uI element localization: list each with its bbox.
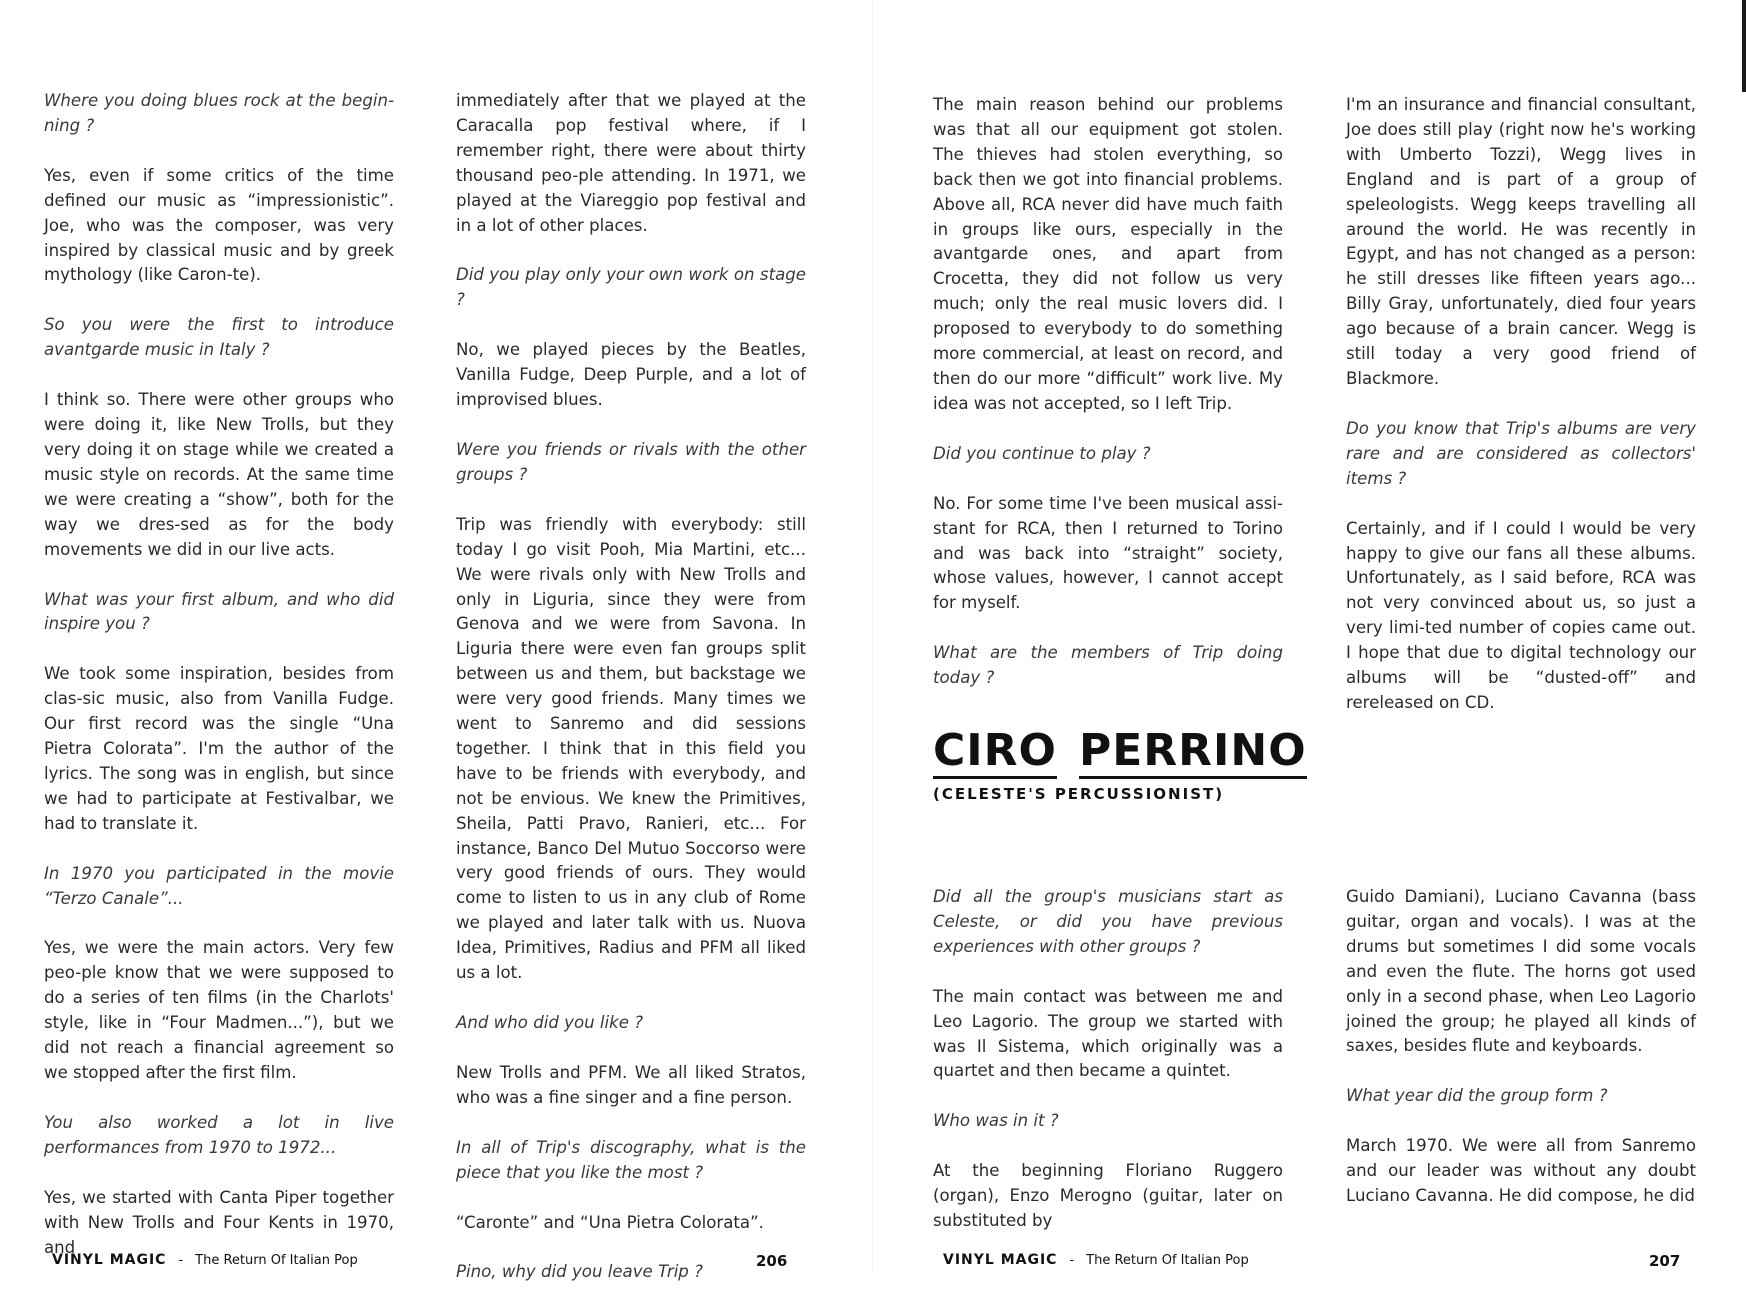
interview-answer: New Trolls and PFM. We all liked Stratos, who was a fine singer and a fine person. [456,1062,806,1107]
heading-first-name: CIRO [933,728,1057,779]
interview-answer: “Caronte” and “Una Pietra Colorata”. [456,1212,764,1232]
interview-answer: I think so. There were other groups who were doing it, like New Trolls, but they very doing it on stage while we created a music style on records. At the same time we were creating a “show”, both for the way we dres-sed as for the body movements we did in our live acts. [44,390,394,559]
footer-magazine: VINYL MAGIC [52,1252,167,1268]
interview-answer: Guido Damiani), Luciano Cavanna (bass guitar, organ and vocals). I was at the drums but sometimes I did some vocals and even the flute. The horns got used only in a second phase, when Leo Lagorio joined the group; he played all kinds of saxes, besides flute and keyboards. [1346,887,1696,1056]
interview-question: Did you play only your own work on stage ? [456,265,806,310]
column-2 [456,89,806,1310]
interview-answer: Certainly, and if I could I would be very happy to give our fans all these albums. Unfortunately, as I said before, RCA was not very convinced about us, so just a very limi-ted number of copies came out. I hope that due to digital technology our albums will be “dusted-off” and rereleased on CD. [1346,518,1696,712]
interview-question: What was your first album, and who did inspire you ? [44,589,394,634]
interview-question: Pino, why did you leave Trip ? [456,1262,703,1282]
interview-answer: March 1970. We were all from Sanremo and our leader was without any doubt Luciano Cavanna. He did compose, he did [1346,1136,1696,1206]
heading-name [933,725,1329,779]
heading-last-name: PERRINO [1079,728,1307,779]
interview-answer: At the beginning Floriano Ruggero (organ), Enzo Merogno (guitar, later on substituted by [933,1161,1283,1231]
page-number: 206 [756,1252,788,1270]
interview-question: So you were the first to introduce avantgarde music in Italy ? [44,315,394,360]
interview-question: Where you doing blues rock at the begin-ning ? [44,91,394,135]
footer-right [943,1252,1683,1272]
article-heading [933,725,1329,803]
page-spine [872,0,873,1272]
column-1 [44,89,394,1285]
interview-answer: The main reason behind our problems was that all our equipment got stolen. The thieves had stolen everything, so back then we got into financial problems. Above all, RCA never did have much faith in groups like ours, especially in the avantgarde ones, and apart from Crocetta, they did not follow us very much; only the real music lovers did. I proposed to everybody to do something more commercial, at least on record, and then do our more “difficult” work live. My idea was not accepted, so I left Trip. [933,95,1283,413]
page-number: 207 [1649,1252,1681,1270]
footer-subtitle: The Return Of Italian Pop [1086,1253,1249,1268]
footer-left [52,1252,792,1272]
interview-question: Who was in it ? [933,1111,1059,1131]
column-6 [1346,885,1696,1234]
interview-question: Do you know that Trip's albums are very rare and are considered as collectors' items ? [1346,418,1696,488]
interview-answer: Yes, we were the main actors. Very few peo-ple know that we were supposed to do a series of ten films (in the Charlots' style, like in “Four Madmen...”), but we did not reach a financial agreement so we stopped after the first film. [44,938,394,1082]
column-3 [933,93,1283,716]
interview-answer: We took some inspiration, besides from clas-sic music, also from Vanilla Fudge. Our first record was the single “Una Pietra Colorata”. I'm the author of the lyrics. The song was in english, but since we had to participate at Festivalbar, we had to translate it. [44,664,394,833]
interview-answer: immediately after that we played at the Caracalla pop festival where, if I remember right, there were about thirty thousand peo-ple attending. In 1971, we played at the Viareggio pop festival and in a lot of other places. [456,91,806,235]
interview-question: Did all the group's musicians start as Celeste, or did you have previous experiences with other groups ? [933,887,1283,956]
interview-question: What year did the group form ? [1346,1086,1608,1106]
interview-question: You also worked a lot in live performances from 1970 to 1972... [44,1112,394,1157]
interview-question: And who did you like ? [456,1013,644,1032]
interview-question: In all of Trip's discography, what is the piece that you like the most ? [456,1137,806,1182]
interview-answer: No, we played pieces by the Beatles, Vanilla Fudge, Deep Purple, and a lot of improvised blues. [456,340,806,410]
column-4 [1346,93,1696,741]
interview-question: What are the members of Trip doing today ? [933,643,1283,688]
interview-answer: The main contact was between me and Leo Lagorio. The group we started with was Il Sistema, which originally was a quartet and then became a quintet. [933,986,1283,1081]
interview-answer: Yes, even if some critics of the time defined our music as “impressionistic”. Joe, who was the composer, was very inspired by classical music and by greek mythology (like Caron-te). [44,165,394,285]
footer-separator: - [1069,1253,1075,1268]
footer-subtitle: The Return Of Italian Pop [195,1253,358,1268]
interview-answer: Yes, we started with Canta Piper together with New Trolls and Four Kents in 1970, and [44,1187,394,1257]
interview-question: Were you friends or rivals with the other groups ? [456,439,806,484]
interview-answer: I'm an insurance and financial consultant, Joe does still play (right now he's working with Umberto Tozzi), Wegg lives in England and is part of a group of speleologists. Wegg keeps travelling all around the world. He was recently in Egypt, and has not changed as a person: he still dresses like fifteen years ago... Billy Gray, unfortunately, died four years ago because of a brain cancer. Wegg is still today a very good friend of Blackmore. [1346,95,1696,388]
footer-separator: - [178,1253,184,1268]
interview-answer: Trip was friendly with everybody: still today I go visit Pooh, Mia Martini, etc... We were rivals only with New Trolls and only in Liguria, since they were from Genova and we were from Savona. In Liguria there were even fan groups split between us and them, but backstage we were very good friends. Many times we went to Sanremo and did sessions together. I think that in this field you have to be friends with everybody, and not be envious. We knew the Primitives, Sheila, Patti Pravo, Ranieri, etc... For instance, Banco Del Mutuo Soccorso were very good friends of ours. They would come to listen to us in any club of Rome we played and later talk with us. Nuova Idea, Primitives, Radius and PFM all liked us a lot. [456,514,806,983]
interview-question: Did you continue to play ? [933,443,1151,463]
column-5 [933,885,1283,1259]
interview-answer: No. For some time I've been musical assi-stant for RCA, then I returned to Torino and was back into “straight” society, whose values, however, I cannot accept for myself. [933,493,1283,613]
interview-question: In 1970 you participated in the movie “Terzo Canale”... [44,863,394,908]
footer-magazine: VINYL MAGIC [943,1252,1058,1268]
heading-subtitle: (CELESTE'S PERCUSSIONIST) [933,785,1225,803]
page-edge-mark [1742,0,1746,92]
